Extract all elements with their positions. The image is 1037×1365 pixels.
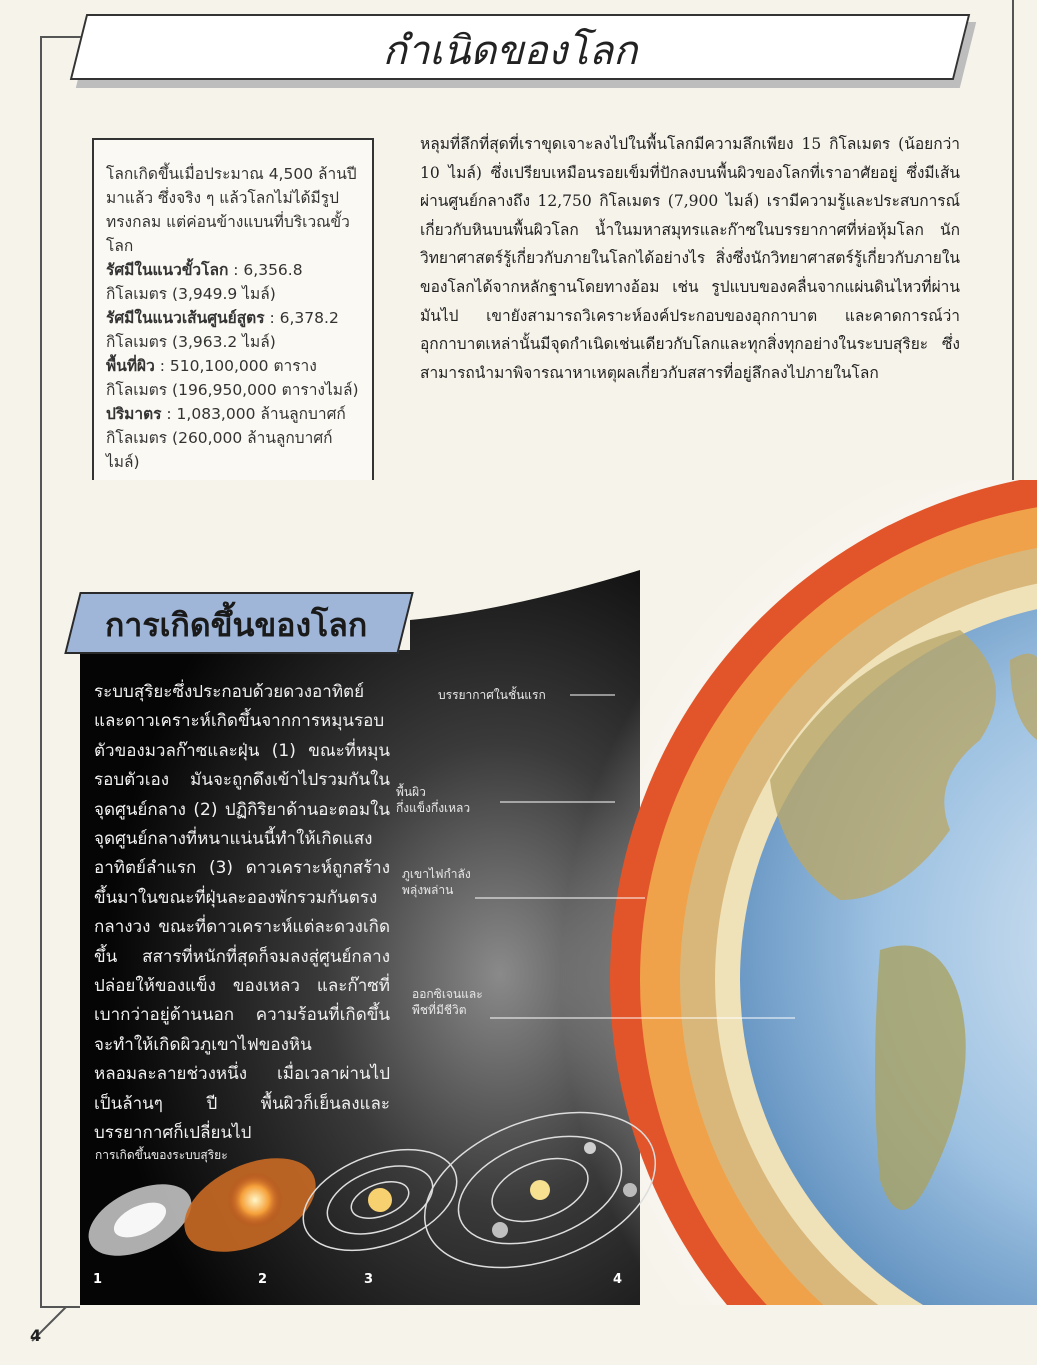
crust-label-line2: กึ่งแข็งกึ่งเหลว bbox=[396, 801, 471, 815]
fact-item bbox=[106, 354, 362, 402]
fact-intro: โลกเกิดขึ้นเมื่อประมาณ 4,500 ล้านปีมาแล้ว ซึ่งจริง ๆ แล้วโลกไม่ได้มีรูปทรงกลม แต่ค่อนข้างแบนที่บริเวณขั้วโลก bbox=[106, 165, 357, 255]
fact-item bbox=[106, 306, 362, 354]
fact-label: พื้นที่ผิว bbox=[106, 357, 155, 375]
frame-right-line bbox=[1012, 0, 1014, 480]
stage-number-3: 3 bbox=[364, 1272, 374, 1287]
page-number: 4 bbox=[30, 1326, 42, 1345]
intro-paragraph: หลุมที่ลึกที่สุดที่เราขุดเจาะลงไปในพื้นโลกมีความลึกเพียง 15 กิโลเมตร (น้อยกว่า 10 ไมล์) ซึ่งเปรียบเหมือนรอยเข็มที่ปักลงบนพื้นผิวของโลกที่เราอาศัยอยู่ ซึ่งมีเส้นผ่านศูนย์กลางถึง 12,750 กิโลเมตร (7,900 ไมล์) เรามีความรู้และประสบการณ์เกี่ยวกับหินบนพื้นผิวโลก น้ำในมหาสมุทรและก๊าซในบรรยากาศที่ห่อหุ้มโลก นักวิทยาศาสตร์รู้เกี่ยวกับภายในโลกได้อย่างไร สิ่งซึ่งนักวิทยาศาสตร์รู้เกี่ยวกับภายในของโลกได้จากหลักฐานโดยทางอ้อม เช่น รูปแบบของคลื่นจากแผ่นดินไหวที่ผ่านมันไป เขายังสามารถวิเคราะห์องค์ประกอบของอุกกาบาต และคาดการณ์ว่าอุกกาบาตเหล่านั้นมีจุดกำเนิดเช่นเดียวกับโลกและทุกสิ่งทุกอย่างในระบบสุริยะ ซึ่งสามารถนำมาพิจารณาหาเหตุผลเกี่ยวกับสสารที่อยู่ลึกลงไปภายในโลก bbox=[420, 135, 960, 382]
fact-item bbox=[106, 258, 362, 306]
fact-value: : 6,378.2 กิโลเมตร (3,963.2 ไมล์) bbox=[106, 309, 339, 351]
fact-value: : 510,100,000 ตารางกิโลเมตร (196,950,000 ตารางไมล์) bbox=[106, 357, 359, 399]
crust-label-line1: พื้นผิว bbox=[396, 785, 426, 799]
stage-number-2: 2 bbox=[258, 1272, 268, 1287]
section-body: ระบบสุริยะซึ่งประกอบด้วยดวงอาทิตย์และดาวเคราะห์เกิดขึ้นจากการหมุนรอบตัวของมวลก๊าซและฝุ่น (1) ขณะที่หมุนรอบตัวเอง มันจะถูกดึงเข้าไปรวมกันในจุดศูนย์กลาง (2) ปฏิกิริยาด้านอะตอมในจุดศูนย์กลางที่หนาแน่นนี้ทำให้เกิดแสงอาทิตย์ลำแรก (3) ดาวเคราะห์ถูกสร้างขึ้นมาในขณะที่ฝุ่นละอองพักรวมกันตรงกลางวง ขณะที่ดาวเคราะห์แต่ละดวงเกิดขึ้น สสารที่หนักที่สุดก็จมลงสู่ศูนย์กลาง ปล่อยให้ของแข็ง ของเหลว และก๊าซที่เบากว่าอยู่ด้านนอก ความร้อนที่เกิดขึ้นจะทำให้เกิดผิวภูเขาไฟของหินหลอมละลายช่วงหนึ่ง เมื่อเวลาผ่านไปเป็นล้านๆ ปี พื้นผิวก็เย็นลงและบรรยากาศก็เปลี่ยนไป bbox=[94, 682, 390, 1144]
fact-label: รัศมีในแนวขั้วโลก bbox=[106, 261, 229, 279]
fact-item bbox=[106, 402, 362, 474]
stage-number-1: 1 bbox=[93, 1272, 103, 1287]
volcano-label-line2: พลุ่งพล่าน bbox=[402, 883, 454, 897]
oxygen-label-line1: ออกซิเจนและ bbox=[412, 987, 483, 1001]
volcano-label bbox=[402, 866, 471, 898]
oxygen-label bbox=[412, 986, 483, 1018]
frame-left-line bbox=[40, 36, 42, 1306]
fact-label: ปริมาตร bbox=[106, 405, 162, 423]
volcano-label-line1: ภูเขาไฟกำลัง bbox=[402, 867, 471, 881]
page-title: กำเนิดของโลก bbox=[382, 28, 638, 74]
atmosphere-label: บรรยากาศในชั้นแรก bbox=[438, 688, 546, 702]
fact-value: : 6,356.8 กิโลเมตร (3,949.9 ไมล์) bbox=[106, 261, 303, 303]
section-title: การเกิดขึ้นของโลก bbox=[105, 606, 368, 644]
oxygen-label-line2: พืชที่มีชีวิต bbox=[412, 1003, 467, 1017]
fact-label: รัศมีในแนวเส้นศูนย์สูตร bbox=[106, 309, 265, 327]
solar-system-caption: การเกิดขึ้นของระบบสุริยะ bbox=[95, 1148, 228, 1162]
crust-label bbox=[396, 784, 470, 816]
frame-bottom-line bbox=[40, 1306, 80, 1308]
stage-number-4: 4 bbox=[613, 1272, 623, 1287]
fact-value: : 1,083,000 ล้านลูกบาศก์กิโลเมตร (260,000 ล้านลูกบาศก์ไมล์) bbox=[106, 405, 346, 471]
